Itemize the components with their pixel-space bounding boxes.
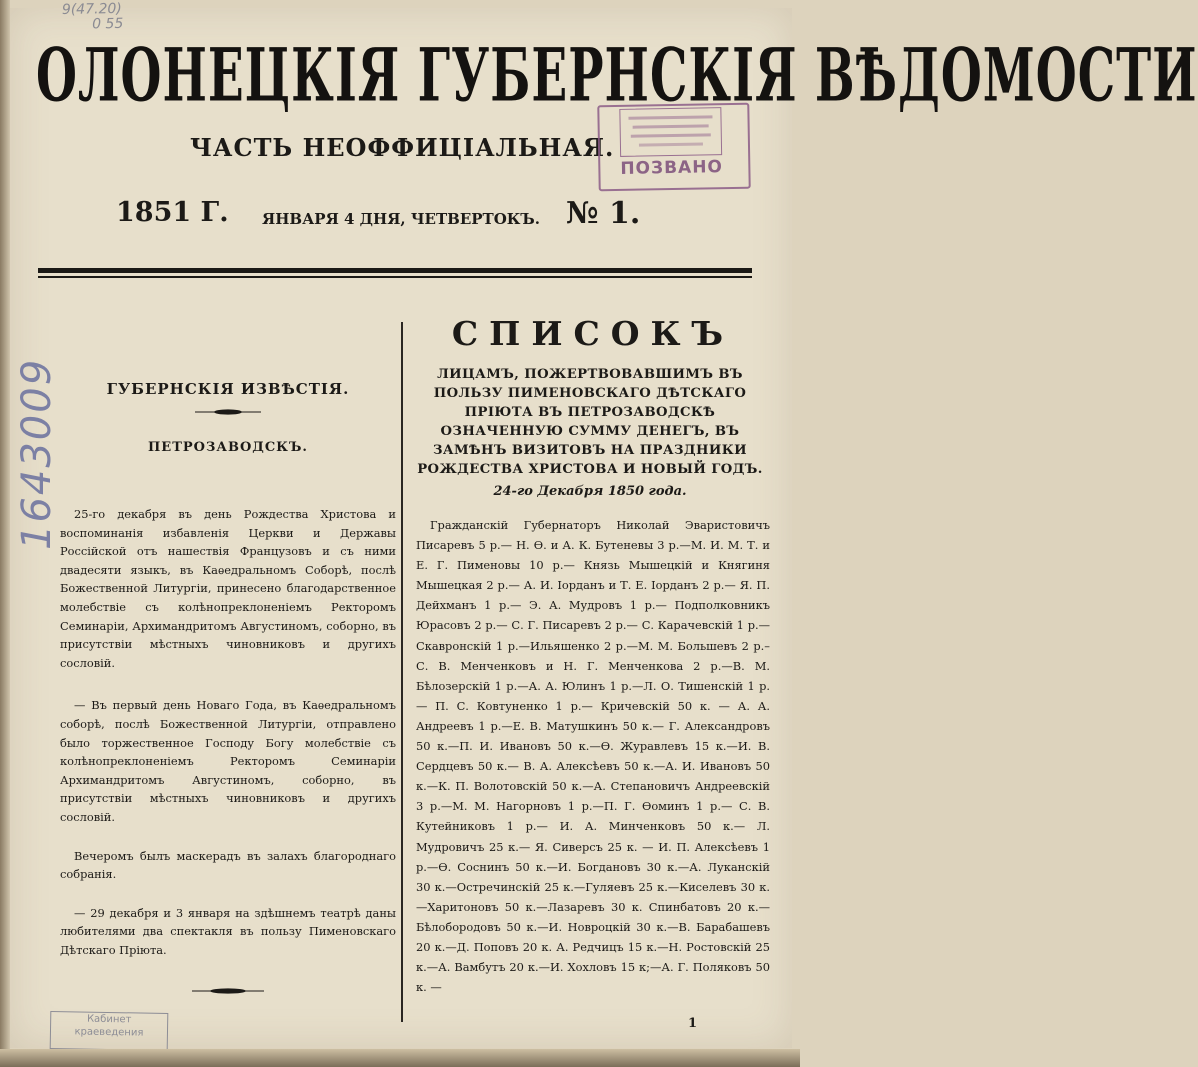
- library-stamp-word: ПОЗВАНО: [620, 157, 724, 179]
- archive-bottom-stamp-line: Кабинет: [86, 1013, 132, 1026]
- newspaper-masthead: ОЛОНЕЦКІЯ ГУБЕРНСКІЯ ВѢДОМОСТИ: [36, 34, 1198, 120]
- list-title: СПИСОКЪ: [451, 314, 735, 353]
- issue-number: № 1.: [566, 196, 641, 231]
- ornament-dash-icon: [193, 406, 263, 418]
- news-paragraph: — 29 декабря и 3 января на здѣшнемъ театрѣ даны любителями два спектакля въ пользу Пименовскаго Дѣтскаго Пріюта.: [60, 905, 396, 957]
- library-stamp-inner-frame: [619, 107, 722, 157]
- issue-year: 1851 Г.: [116, 197, 229, 228]
- news-paragraph: Вечеромъ былъ маскерадъ въ залахъ благороднаго собранія.: [60, 848, 396, 882]
- list-date: 24-го Декабря 1850 года.: [493, 484, 687, 499]
- archive-bottom-stamp: [50, 1011, 169, 1051]
- column-divider: [401, 322, 403, 1022]
- stamp-text-lines-icon: [620, 108, 721, 154]
- masthead-rule-thin: [38, 276, 752, 278]
- library-stamp: [597, 103, 750, 192]
- left-section-heading: ГУБЕРНСКІЯ ИЗВѢСТІЯ.: [106, 380, 350, 398]
- archive-shelfmark: [62, 1, 173, 33]
- ornament-dash-icon: [190, 985, 266, 997]
- masthead-rule-thick: [38, 268, 752, 273]
- donor-list-text: Гражданскій Губернаторъ Николай Эваристовичъ Писаревъ 5 р.— Н. Ѳ. и А. К. Бутеневы 3 р.—М. И. М. Т. и Е. Г. Пименовы 10 р.— Князь Мышецкій и Княгиня Мышецкая 2 р.— А. И. Іорданъ и Т. Е. Іорданъ 2 р.— Я. П. Дейхманъ 1 р.— Э. А. Мудровъ 1 р.— Подполковникъ Юрасовъ 2 р.— С. Г. Писаревъ 2 р.— С. Карачевскій 1 р.— Скавронскій 1 р.—Ильяшенко 2 р.—М. М. Большевъ 2 р.–С. В. Менченковъ и Н. Г. Менченкова 2 р.—В. М. Бѣлозерскій 1 р.—А. А. Юлинъ 1 р.—Л. О. Тишенскій 1 р.— П. С. Ковтуненко 1 р.— Кричевскій 50 к. — А. А. Андреевъ 1 р.—Е. В. Матушкинъ 50 к.— Г. Александровъ 50 к.—П. И. Ивановъ 50 к.—Ѳ. Журавлевъ 15 к.—И. В. Сердцевъ 50 к.— В. А. Алексѣевъ 50 к.—А. И. Ивановъ 50 к.—К. П. Волотовскій 50 к.—А. Степановичъ Андреевскій 3 р.—М. М. Нагорновъ 1 р.—П. Г. Ѳоминъ 1 р.— С. В. Кутейниковъ 1 р.— И. А. Минченковъ 50 к.— Л. Мудровичъ 25 к.— Я. Сиверсъ 25 к. — И. П. Алексѣевъ 1 р.—Ѳ. Соснинъ 50 к.—И. Богдановъ 30 к.—А. Луканскій 30 к.—Остречинскій 25 к.—Гуляевъ 25 к.—Киселевъ 30 к.—Харитоновъ 50 к.—Лазаревъ 30 к. Спинбатовъ 20 к.—Бѣлобородовъ 50 к.—И. Новроцкій 30 к.—В. Барабашевъ 20 к.—Д. Поповъ 20 к. А. Редчицъ 15 к.—Н. Ростовскій 25 к.—А. Вамбутъ 20 к.—И. Хохловъ 15 к;—А. Г. Поляковъ 50 к. —: [416, 518, 770, 995]
- archive-shelfmark-line: 9(47.20): [61, 0, 122, 18]
- left-column: [60, 380, 396, 997]
- city-heading: ПЕТРОЗАВОДСКЪ.: [148, 440, 308, 455]
- list-subtitle: ЛИЦАМЪ, ПОЖЕРТВОВАВШИМЪ ВЪ ПОЛЬЗУ ПИМЕНОВСКАГО ДѢТСКАГО ПРІЮТА ВЪ ПЕТРОЗАВОДСКѢ ОЗНАЧЕННУЮ СУММУ ДЕНЕГЪ, ВЪ ЗАМѢНЪ ВИЗИТОВЪ НА ПРАЗДНИКИ РОЖДЕСТВА ХРИСТОВА И НОВЫЙ ГОДЪ.: [417, 367, 763, 477]
- issue-date: ЯНВАРЯ 4 ДНЯ, ЧЕТВЕРТОКЪ.: [262, 210, 540, 228]
- page-binding-edge: [0, 0, 10, 1067]
- handwritten-inventory-number: 1643009: [14, 357, 60, 550]
- scan-bottom-edge: [0, 1049, 800, 1067]
- page-number: 1: [688, 1016, 698, 1031]
- section-part-title: ЧАСТЬ НЕОФФИЦІАЛЬНАЯ.: [190, 133, 615, 162]
- archive-shelfmark-line: 0 55: [91, 15, 124, 33]
- right-column: [410, 314, 770, 1009]
- archive-bottom-stamp-line: краеведения: [74, 1026, 144, 1039]
- news-paragraph: 25-го декабря въ день Рождества Христова и воспоминанія избавленія Церкви и Державы Россійской отъ нашествія Французовъ и съ ними двадесяти языкъ, въ Каѳедральномъ Соборѣ, послѣ Божественной Литургіи, принесено благодарственное молебствіе съ колѣнопреклоненіемъ Ректоромъ Семинаріи, Архимандритомъ Августиномъ, соборно, въ присутствіи мѣстныхъ чиновниковъ и другихъ сословій.: [60, 507, 396, 670]
- news-paragraph: — Въ первый день Новаго Года, въ Каѳедральномъ соборѣ, послѣ Божественной Литургіи, отправлено было торжественное Господу Богу молебствіе съ колѣнопреклоненіемъ Ректоромъ Семинаріи Архимандритомъ Августиномъ, соборно, въ присутствіи мѣстныхъ чиновниковъ и другихъ сословій.: [60, 698, 396, 824]
